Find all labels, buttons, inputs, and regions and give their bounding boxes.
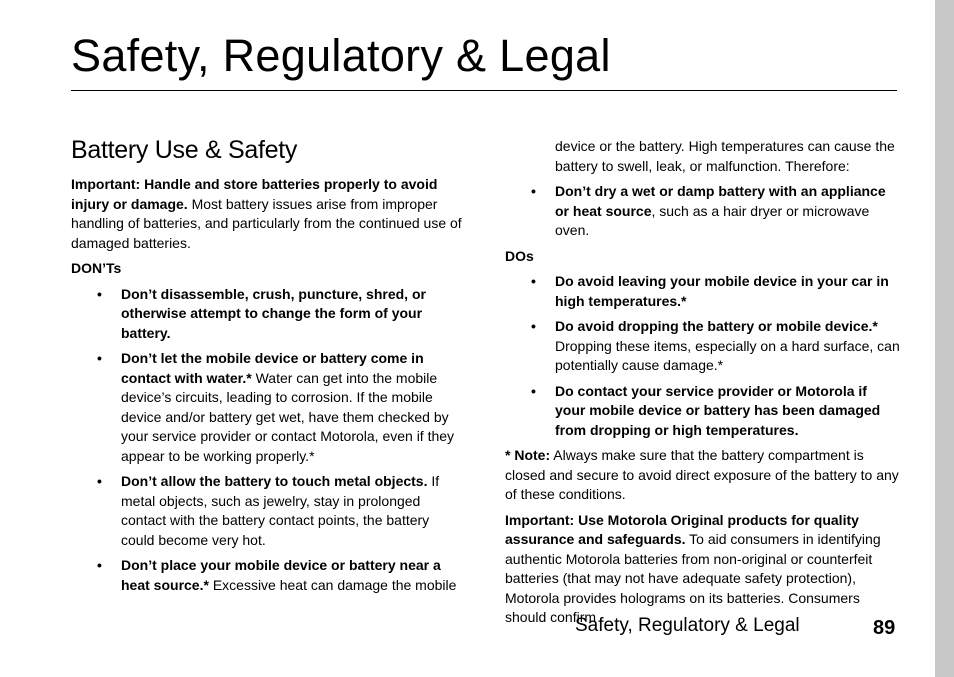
intro-text: Most battery issues arise from improper handling of batteries, and particularly from the continued use of damaged batteries. bbox=[71, 195, 462, 251]
dont-bold: Don’t dry a wet or damp battery with an appliance or heat source bbox=[555, 183, 886, 219]
bullet-icon: • bbox=[531, 183, 536, 199]
page-title: Safety, Regulatory & Legal bbox=[71, 30, 611, 81]
bullet-icon: • bbox=[97, 473, 102, 489]
donts-label: DON’Ts bbox=[71, 260, 122, 276]
section-heading: Battery Use & Safety bbox=[71, 136, 298, 164]
note-bold: * Note: bbox=[505, 447, 551, 463]
dont-bold: Don’t let the mobile device or battery come in contact with water.* bbox=[121, 350, 424, 386]
footer-section-label: Safety, Regulatory & Legal bbox=[575, 615, 800, 636]
page-number: 89 bbox=[873, 617, 896, 639]
important-bold: Important: Use Motorola Original products for quality assurance and safeguards. bbox=[505, 511, 859, 547]
bullet-icon: • bbox=[97, 557, 102, 573]
note-text: Always make sure that the battery compartment is closed and secure to avoid direct exposure of the battery to any of these conditions. bbox=[505, 447, 899, 502]
dont-text: Excessive heat can damage the mobile bbox=[208, 576, 457, 593]
bullet-icon: • bbox=[531, 273, 536, 289]
do-bold: Do contact your service provider or Motorola if your mobile device or battery has been damaged from dropping or high temperatures. bbox=[555, 382, 881, 438]
bullet-icon: • bbox=[97, 350, 102, 366]
bullet-icon: • bbox=[531, 318, 536, 334]
donts-list bbox=[71, 285, 463, 596]
do-item bbox=[505, 272, 900, 311]
continuation-text: device or the battery. High temperatures can cause the battery to swell, leak, or malfunction. Therefore: bbox=[555, 138, 895, 174]
left-column bbox=[71, 134, 463, 601]
page-edge-strip bbox=[935, 0, 954, 677]
do-bold: Do avoid dropping the battery or mobile device.* bbox=[555, 318, 878, 334]
dont-item bbox=[71, 349, 463, 466]
intro-bold: Important: Handle and store batteries properly to avoid injury or damage. bbox=[71, 176, 438, 212]
dos-list bbox=[505, 272, 900, 440]
right-column bbox=[505, 137, 900, 634]
dont-item bbox=[71, 556, 463, 595]
bullet-icon: • bbox=[97, 285, 102, 302]
note-paragraph bbox=[505, 446, 900, 505]
title-divider bbox=[71, 90, 897, 91]
intro-paragraph bbox=[71, 175, 463, 253]
bullet-icon: • bbox=[531, 382, 536, 399]
dont-item bbox=[505, 182, 900, 241]
dont-item bbox=[71, 472, 463, 550]
dont-item bbox=[71, 285, 463, 344]
dont-bold: Don’t disassemble, crush, puncture, shred, or otherwise attempt to change the form of your battery. bbox=[121, 285, 426, 341]
dont-text: Water can get into the mobile device’s circuits, leading to corrosion. If the mobile device and/or battery get wet, have them checked by your service provider or contact Motorola, even if they appear to be working properly.* bbox=[121, 369, 455, 464]
do-bold: Do avoid leaving your mobile device in your car in high temperatures.* bbox=[555, 273, 889, 309]
dos-label: DOs bbox=[505, 247, 534, 264]
dont-bold: Don’t allow the battery to touch metal objects. bbox=[121, 473, 428, 489]
important-paragraph bbox=[505, 511, 900, 628]
important-text: To aid consumers in identifying authentic Motorola batteries from non-original or counterfeit batteries (that may not have adequate safety protection), Motorola provides holograms on its batteries. Consumers should confirm bbox=[505, 531, 881, 625]
dont-text: , such as a hair dryer or microwave oven. bbox=[555, 202, 870, 238]
do-item bbox=[505, 382, 900, 441]
dont-bold: Don’t place your mobile device or battery near a heat source.* bbox=[121, 557, 441, 593]
dont-dry-list bbox=[505, 182, 900, 241]
dont-text: If metal objects, such as jewelry, stay in prolonged contact with the battery contact points, the battery could become very hot. bbox=[121, 473, 440, 548]
do-text: Dropping these items, especially on a hard surface, can potentially cause damage.* bbox=[555, 337, 900, 373]
do-item bbox=[505, 317, 900, 376]
